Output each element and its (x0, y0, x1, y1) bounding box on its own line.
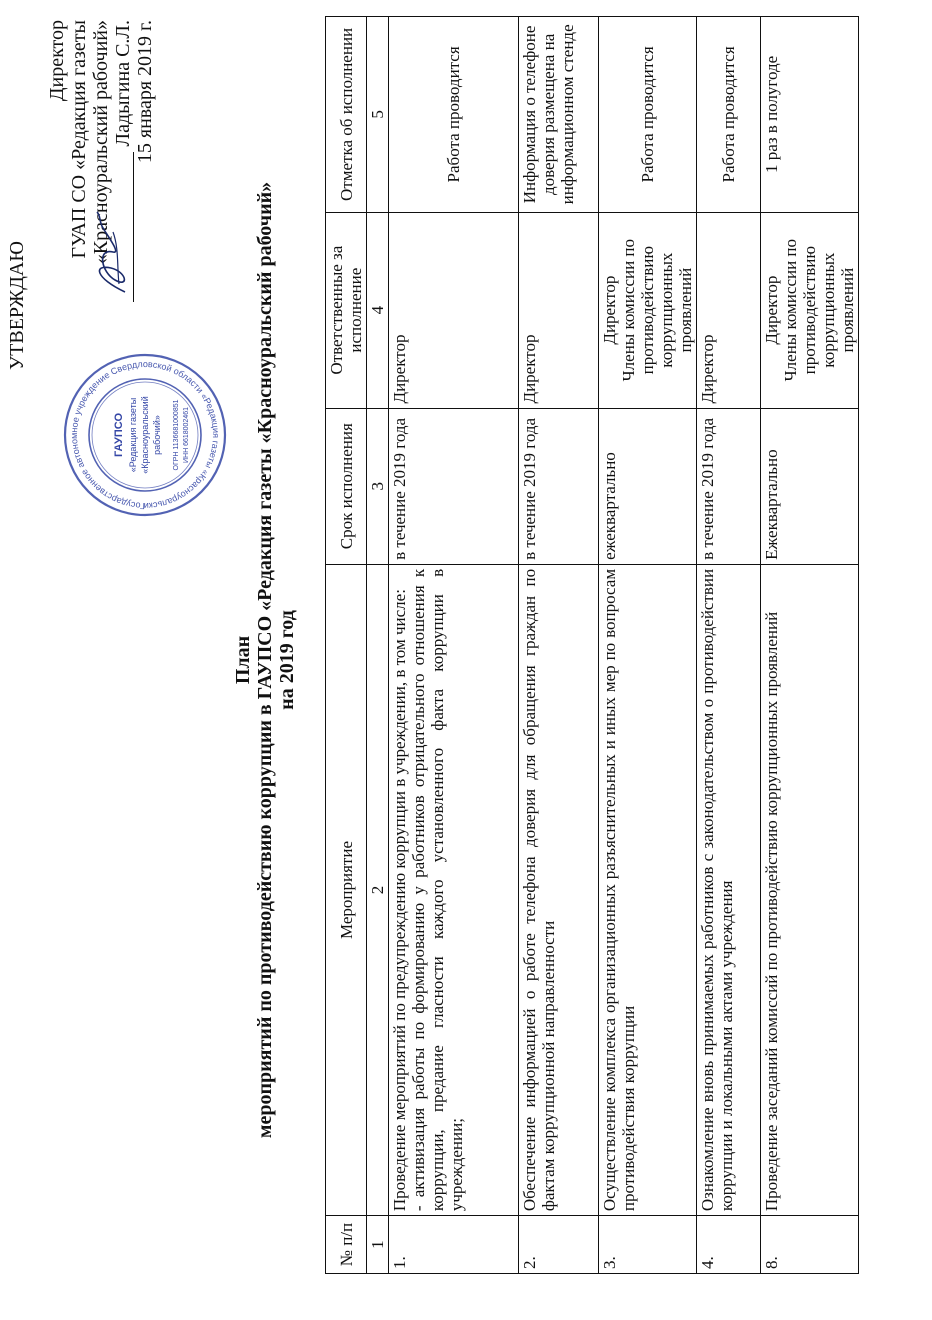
row-number: 3. (599, 1216, 697, 1274)
row-number: 1. (389, 1216, 519, 1274)
row-event: Ознакомление вновь принимаемых работников с законодательством о противодействии коррупции и локальными актами учреждения (697, 564, 761, 1215)
table-column-number-row (367, 17, 389, 1274)
organization-stamp (60, 350, 230, 520)
row-responsible: Директор (697, 212, 761, 408)
row-number: 4. (697, 1216, 761, 1274)
row-deadline: в течение 2019 года (519, 408, 599, 564)
row-deadline: в течение 2019 года (389, 408, 519, 564)
column-number: 2 (367, 564, 389, 1215)
row-number: 8. (761, 1216, 859, 1274)
table-row (761, 17, 859, 1274)
signature-row (112, 20, 134, 380)
column-number: 4 (367, 212, 389, 408)
stamp-ogrn: ОГРН 1136681000851 (173, 399, 180, 471)
approval-block (6, 20, 156, 380)
approval-org-line2: «Красноуральский рабочий» (90, 20, 112, 265)
approval-position: Директор (46, 20, 68, 102)
table-header-row (326, 17, 367, 1274)
stamp-center-line3: «Красноуральский (140, 396, 150, 474)
title-line2: мероприятий по противодействию коррупции в ГАУПСО «Редакция газеты «Красноуральский рабочий» (254, 181, 276, 1139)
header-number: № п/п (326, 1216, 367, 1274)
row-status: Работа проводится (697, 17, 761, 213)
document-title (232, 0, 298, 1320)
header-responsible: Ответственные за исполнение (326, 212, 367, 408)
row-status: Работа проводится (389, 17, 519, 213)
row-responsible: Директор (389, 212, 519, 408)
stamp-seal-icon (60, 350, 230, 520)
row-event: Обеспечение информацией о работе телефона доверия для обращения граждан по фактам коррупционной направленности (519, 564, 599, 1215)
row-status: Информация о телефоне доверия размещена на информационном стенде (519, 17, 599, 213)
row-event: Проведение мероприятий по предупреждению коррупции в учреждении, в том числе: - активизация работы по формированию у работников отрицательного отношения к коррупции, предание гласности каждого установленного факта коррупции в учреждении; (389, 564, 519, 1215)
signature-icon (89, 208, 133, 298)
title-line3: на 2019 год (276, 610, 298, 710)
row-event: Осуществление комплекса организационных разъяснительных и иных мер по вопросам противодействия коррупции (599, 564, 697, 1215)
row-status: Работа проводится (599, 17, 697, 213)
approval-signer: Ладыгина С.Л. (112, 20, 134, 147)
stamp-center-line4: рабочий» (152, 415, 162, 455)
row-responsible: Директор (519, 212, 599, 408)
table-row (697, 17, 761, 1274)
header-event: Мероприятие (326, 564, 367, 1215)
stamp-outer-text: Государственное автономное учреждение Свердловской области «Редакция газеты «Красноуральски (68, 358, 222, 512)
approval-date: 15 января 2019 г. (134, 20, 156, 164)
row-event: Проведение заседаний комиссий по противодействию коррупционных проявлений (761, 564, 859, 1215)
row-deadline: Ежеквартально (761, 408, 859, 564)
table-row (599, 17, 697, 1274)
stamp-center-line1: ГАУПСО (113, 412, 125, 458)
column-number: 1 (367, 1216, 389, 1274)
row-responsible: Директор Члены комиссии по противодействию коррупционных проявлений (761, 212, 859, 408)
row-deadline: в течение 2019 года (697, 408, 761, 564)
plan-table (325, 16, 859, 1274)
header-deadline: Срок исполнения (326, 408, 367, 564)
title-line1: План (232, 635, 254, 685)
approval-org-line1: ГУАП СО «Редакция газеты (68, 20, 90, 259)
row-status: 1 раз в полугоде (761, 17, 859, 213)
table-row (519, 17, 599, 1274)
column-number: 5 (367, 17, 389, 213)
signature-line (115, 152, 134, 302)
header-status: Отметка об исполнении (326, 17, 367, 213)
row-responsible: Директор Члены комиссии по противодействию коррупционных проявлений (599, 212, 697, 408)
column-number: 3 (367, 408, 389, 564)
stamp-inn: ИНН 6618002461 (183, 406, 190, 464)
table-row (389, 17, 519, 1274)
stamp-center-line2: «Редакция газеты (128, 397, 138, 473)
approval-heading: УТВЕРЖДАЮ (6, 241, 28, 370)
row-deadline: ежеквартально (599, 408, 697, 564)
row-number: 2. (519, 1216, 599, 1274)
